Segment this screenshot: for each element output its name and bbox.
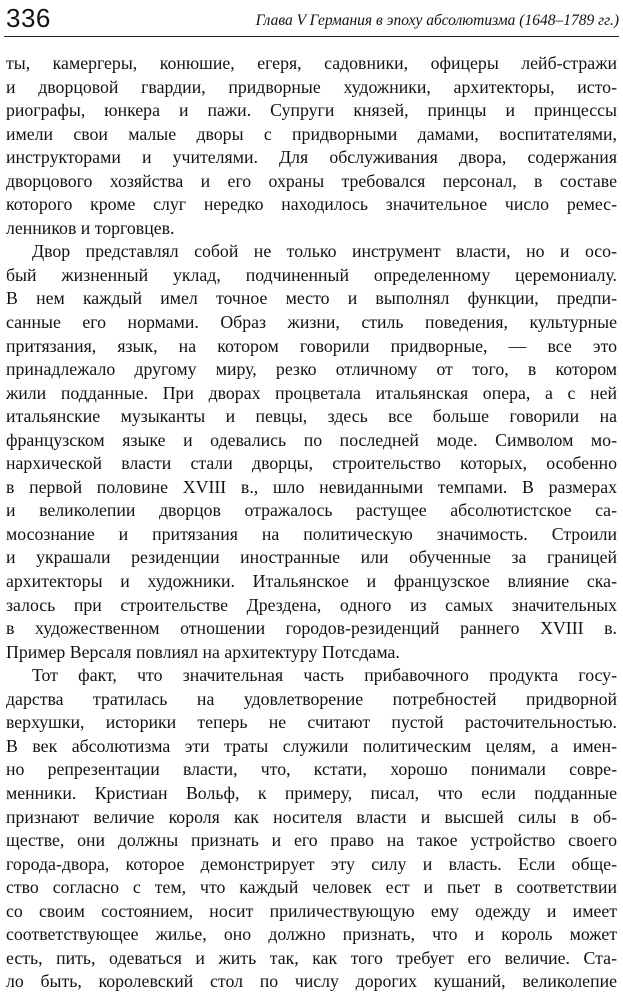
- text-line: города-двора, которое демонстрирует эту силу и власть. Если обще-: [6, 853, 617, 874]
- text-line: в художественном отношении городов-резиденций раннего XVIII в.: [6, 618, 617, 639]
- paragraph-1: [6, 52, 617, 240]
- text-line: ществе, они должны признать и его право на такое устройство своего: [6, 830, 617, 851]
- text-line: риографы, юнкера и пажи. Супруги князей, принцы и принцессы: [6, 100, 617, 121]
- text-line: признают величие короля как носителя власти и высшей силы в об-: [6, 806, 617, 827]
- text-line: французском языке и одевались по последней моде. Символом мо-: [6, 429, 617, 450]
- text-line: В нем каждый имел точное место и выполнял функции, предпи-: [6, 288, 617, 309]
- text-line: дарства тратилась на удовлетворение потребностей придворной: [6, 688, 617, 709]
- text-line: жили подданные. При дворах процветала итальянская опера, а с ней: [6, 382, 617, 403]
- text-line: ство согласно с тем, что каждый человек ест и пьет в соответствии: [6, 877, 617, 898]
- text-line: бый жизненный уклад, подчиненный определенному церемониалу.: [6, 264, 617, 285]
- text-line: Пример Версаля повлиял на архитектуру Потсдама.: [6, 641, 400, 662]
- text-line: притязания, язык, на котором говорили придворные, — все это: [6, 335, 617, 356]
- text-line: ло быть, королевский стол по числу дорогих кушаний, великолепие: [6, 971, 617, 992]
- text-line: верхушки, историки теперь не считают пустой расточительностью.: [6, 712, 617, 733]
- text-line: соответствующее жилье, оно должно признать, что и король может: [6, 924, 617, 945]
- paragraph-3: [6, 664, 617, 994]
- paragraph-2: [6, 240, 617, 664]
- text-line: принадлежало другому миру, резко отличному от того, в котором: [6, 359, 617, 380]
- text-line: имели свои малые дворы с придворными дамами, воспитателями,: [6, 123, 617, 144]
- text-line: архитекторы и художники. Итальянское и французское влияние ска-: [6, 571, 617, 592]
- text-line: менники. Кристиан Вольф, к примеру, писал, что если подданные: [6, 782, 617, 803]
- text-line: итальянские музыканты и певцы, здесь все больше говорили на: [6, 406, 617, 427]
- text-line: Двор представлял собой не только инструмент власти, но и осо-: [32, 241, 617, 262]
- text-line: мосознание и притязания на политическую значимость. Строили: [6, 523, 617, 544]
- text-line: в первой половине XVIII в., шло невиданными темпами. В размерах: [6, 476, 617, 497]
- text-line: ты, камергеры, конюшие, егеря, садовники, офицеры лейб-стражи: [6, 53, 617, 73]
- body-text: [6, 52, 617, 994]
- text-line: которого кроме слуг нередко находилось значительное число ремес-: [6, 194, 617, 215]
- text-line: и дворцовой гвардии, придворные художники, архитекторы, исто-: [6, 76, 617, 97]
- text-line: со своим состоянием, носит приличествующую ему одежду и имеет: [6, 900, 617, 921]
- text-line: В век абсолютизма эти траты служили политическим целям, а имен-: [6, 735, 617, 756]
- text-line: есть, пить, одеваться и жить так, как того требует его величие. Ста-: [6, 947, 617, 968]
- text-line: нархической власти стали дворцы, строительство которых, особенно: [6, 453, 617, 474]
- text-line: но репрезентации власти, что, кстати, хорошо понимали совре-: [6, 759, 617, 780]
- running-head: Глава V Германия в эпоху абсолютизма (1648–1789 гг.): [255, 12, 619, 29]
- text-line: ленников и торговцев.: [6, 217, 175, 238]
- text-line: и великолепии дворцов отражалось растущее абсолютистское са-: [6, 500, 617, 521]
- text-line: санные его нормами. Образ жизни, стиль поведения, культурные: [6, 312, 617, 333]
- text-line: Тот факт, что значительная часть прибавочного продукта госу-: [32, 665, 617, 686]
- text-line: инструкторами и учителями. Для обслуживания двора, содержания: [6, 147, 617, 168]
- text-line: и украшали резиденции иностранные или обученные за границей: [6, 547, 617, 568]
- text-line: залось при строительстве Дрездена, одного из самых значительных: [6, 594, 617, 615]
- page-header: [4, 2, 619, 37]
- page-number: 336: [6, 3, 51, 33]
- text-line: дворцового хозяйства и его охраны требовался персонал, в составе: [6, 170, 617, 191]
